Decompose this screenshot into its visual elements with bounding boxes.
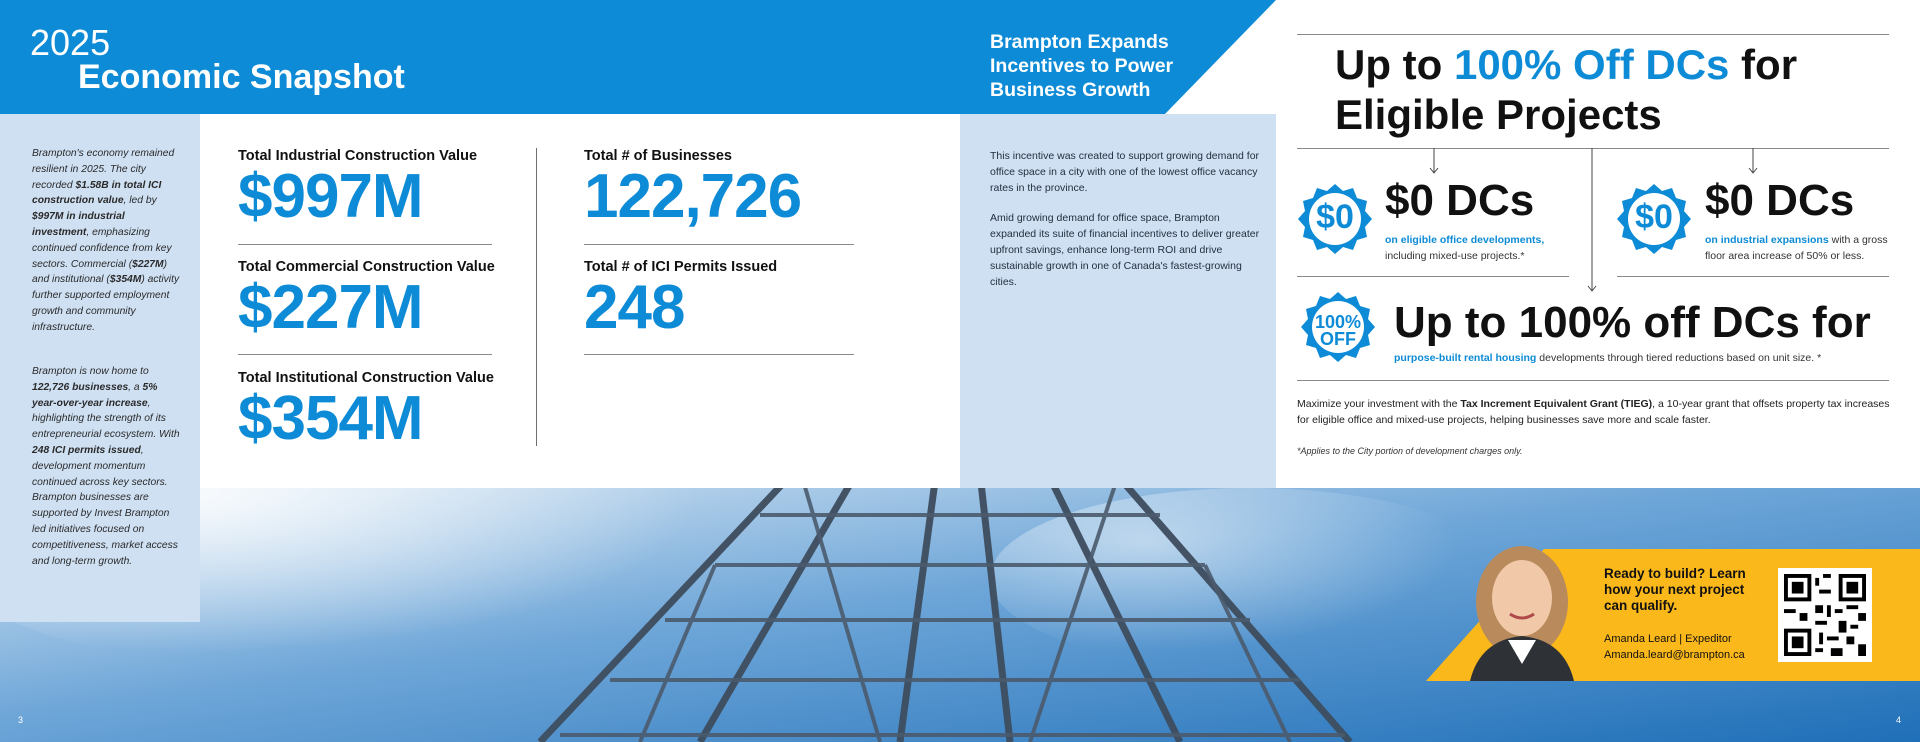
stat-permits: [584, 259, 777, 341]
rich-text-segment: , emphasizing continued confidence from key sectors. Commercial (: [32, 226, 172, 270]
report-year: 2025: [30, 22, 111, 63]
stat-value: 248: [584, 273, 685, 342]
footnote: *Applies to the City portion of development charges only.: [1297, 446, 1523, 456]
stat-label: Total Commercial Construction Value: [238, 259, 495, 275]
rich-text-segment: , led by: [123, 195, 157, 207]
divider: [238, 354, 492, 355]
page-number-left: 3: [18, 715, 24, 725]
rich-text-segment: Brampton's economy remained resilient in 2025. The city recorded: [32, 148, 175, 191]
qr-code-icon[interactable]: [1778, 568, 1872, 662]
dc-rental-desc: purpose-built rental housing developments through tiered reductions based on unit size. *: [1394, 352, 1822, 364]
stat-label: Total Institutional Construction Value: [238, 370, 494, 386]
stat-value: 122,726: [584, 162, 802, 231]
rich-text-segment: $997M in industrial investment: [32, 211, 125, 238]
page-number-right: 4: [1896, 715, 1902, 725]
divider: [1297, 380, 1889, 381]
dc-office-title: $0 DCs: [1385, 176, 1535, 225]
stat-institutional: [238, 370, 494, 452]
sidebar-paragraph-2: [32, 364, 180, 569]
sidebar-paragraph-1: [32, 146, 180, 336]
rich-text-segment: , highlighting the strength of its entrepreneurial ecosystem. With: [32, 397, 180, 441]
rich-text-segment: 248 ICI permits issued: [32, 444, 141, 456]
stat-label: Total Industrial Construction Value: [238, 148, 478, 164]
rich-text-segment: 122,726 businesses: [32, 381, 129, 393]
incentive-paragraph-1: This incentive was created to support growing demand for office space in a city with one of the lowest office vacancy rates in the province.: [990, 150, 1260, 194]
dc-industrial-desc: on industrial expansions with a gross floor area increase of 50% or less.: [1705, 234, 1888, 262]
divider: [1297, 34, 1889, 35]
incentive-paragraph-2: Amid growing demand for office space, Brampton expanded its suite of financial incentives to deliver greater upfront savings, enhance long-term ROI and drive sustainable growth in one of Canada's fastest-growing cities.: [990, 212, 1260, 288]
divider: [584, 354, 854, 355]
rich-text-segment: $227M: [132, 258, 164, 270]
divider: [1617, 276, 1889, 277]
rich-text-segment: $1.58B in total ICI construction value: [32, 179, 162, 207]
vertical-divider: [536, 148, 537, 446]
badge-label: $0: [1316, 198, 1354, 236]
contact-email[interactable]: Amanda.leard@brampton.ca: [1604, 649, 1745, 661]
stat-value: $354M: [238, 384, 423, 453]
badge-label: 100% OFF: [1314, 312, 1362, 349]
contact-name: Amanda Leard | Expeditor: [1604, 633, 1732, 645]
contact-photo-avatar: [1440, 540, 1600, 681]
page-title: Economic Snapshot: [78, 58, 405, 96]
tieg-description: Maximize your investment with the Tax Increment Equivalent Grant (TIEG), a 10-year grant that offsets property tax increases for eligible office and mixed-use projects, helping businesses save more and scale faster.: [1297, 398, 1890, 426]
rich-text-segment: Brampton is now home to: [32, 366, 149, 377]
divider: [1297, 276, 1569, 277]
stat-businesses: [584, 148, 801, 230]
rich-text-segment: ) and institutional (: [32, 258, 168, 286]
dc-office-desc: on eligible office developments, including mixed-use projects.*: [1385, 234, 1545, 262]
stat-label: Total # of Businesses: [584, 148, 732, 164]
rich-text-segment: 5% year-over-year increase: [32, 381, 158, 409]
rich-text-segment: $354M: [109, 274, 142, 286]
dc-industrial-title: $0 DCs: [1705, 176, 1855, 225]
rich-text-segment: , development momentum continued across key sectors. Brampton businesses are supported by Invest Brampton led initiatives focused on competitiveness, market access and long-term growth.: [32, 444, 178, 567]
divider: [584, 244, 854, 245]
stat-value: $227M: [238, 273, 423, 342]
rich-text-segment: ) activity further supported employment growth and community infrastructure.: [32, 274, 180, 333]
badge-label: $0: [1635, 198, 1673, 236]
stat-commercial: [238, 259, 495, 341]
stat-label: Total # of ICI Permits Issued: [584, 259, 778, 275]
dc-headline: Up to 100% Off DCs for Eligible Projects: [1335, 41, 1798, 138]
incentive-title: Brampton Expands Incentives to Power Business Growth: [990, 31, 1174, 101]
rich-text-segment: , a: [128, 381, 143, 393]
cta-heading: Ready to build? Learn how your next project can qualify.: [1604, 566, 1746, 613]
divider: [238, 244, 492, 245]
stat-industrial: [238, 148, 477, 230]
stat-value: $997M: [238, 162, 423, 231]
dc-rental-title: Up to 100% off DCs for: [1394, 298, 1871, 347]
